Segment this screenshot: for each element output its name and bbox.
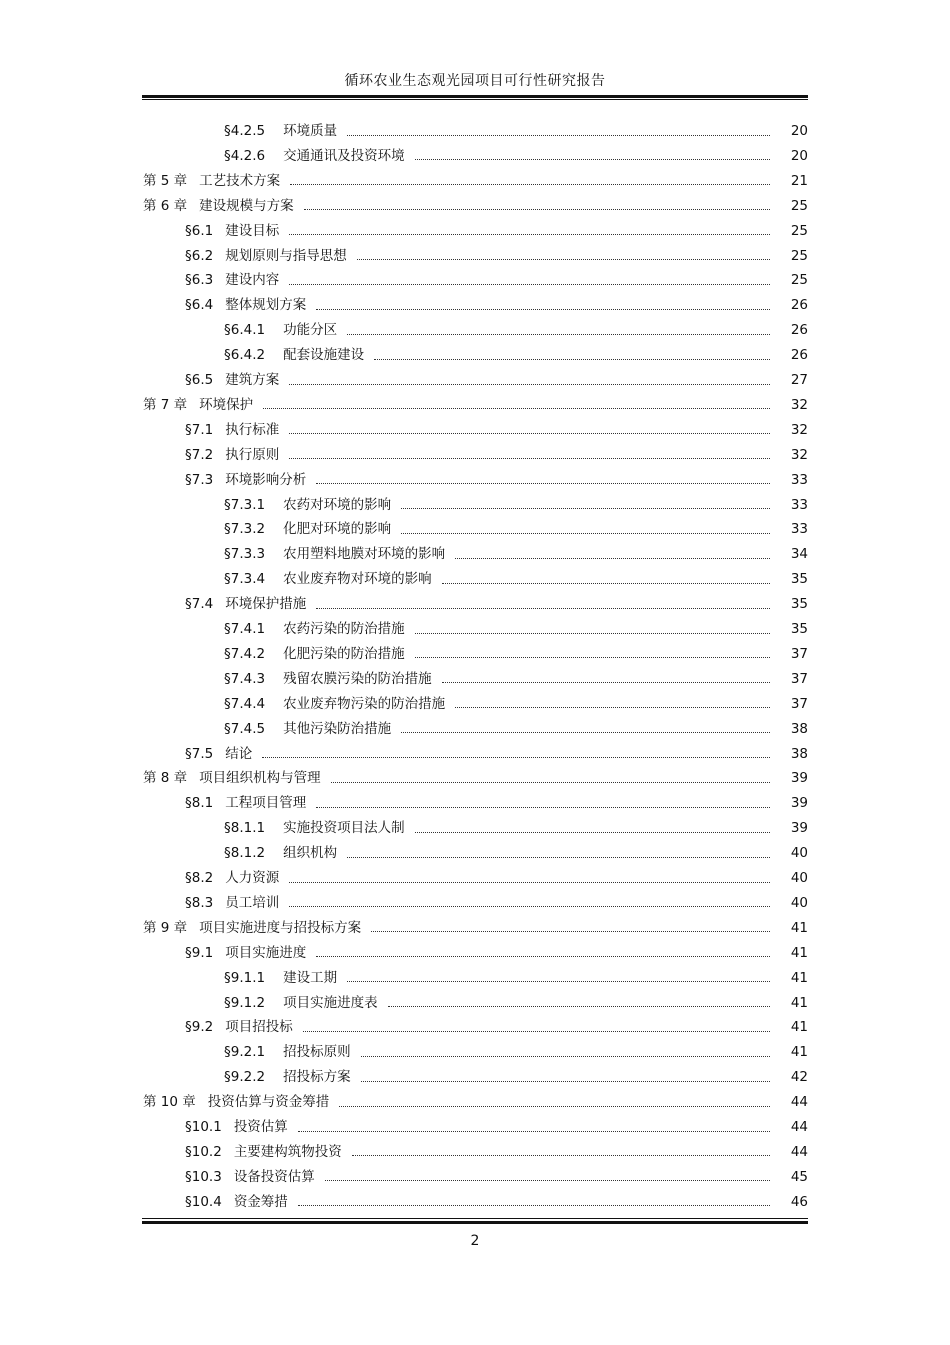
- toc-entry-title: 环境保护措施: [225, 596, 307, 613]
- toc-entry-number: §9.2.2: [224, 1069, 266, 1086]
- toc-entry-number: §7.4: [185, 596, 214, 613]
- footer-rule-thick: [142, 1221, 808, 1224]
- toc-entry-page: 26: [790, 297, 808, 314]
- toc-entry-page: 37: [790, 670, 808, 687]
- toc-entry-number: 第 7 章: [143, 396, 188, 413]
- toc-entry-title: 农业废弃物对环境的影响: [283, 571, 432, 588]
- toc-entry-title: 农药污染的防治措施: [283, 621, 405, 637]
- toc-dot-leader: [415, 159, 770, 160]
- toc-entry[interactable]: [224, 719, 808, 739]
- toc-entry-title: 投资估算与资金筹措: [207, 1094, 330, 1111]
- toc-entry[interactable]: [224, 968, 808, 988]
- toc-dot-leader: [303, 1031, 770, 1032]
- toc-entry-title: 工艺技术方案: [199, 172, 281, 189]
- toc-entry-title: 建筑方案: [225, 372, 280, 388]
- toc-entry-title: 工程项目管理: [225, 795, 307, 812]
- toc-entry-number: §7.3.3: [224, 546, 266, 563]
- toc-entry[interactable]: [143, 1092, 808, 1112]
- toc-entry-page: 33: [790, 496, 808, 513]
- toc-entry-page: 35: [790, 596, 808, 613]
- toc-dot-leader: [401, 732, 770, 733]
- toc-entry-page: 20: [790, 123, 808, 139]
- toc-entry-page: 32: [790, 446, 808, 463]
- toc-entry[interactable]: [185, 470, 808, 490]
- toc-entry[interactable]: [224, 544, 808, 564]
- toc-entry-number: §9.2: [185, 1019, 214, 1036]
- toc-dot-leader: [401, 508, 770, 509]
- toc-entry[interactable]: [185, 744, 808, 764]
- toc-entry-page: 40: [790, 845, 808, 862]
- toc-entry-page: 20: [790, 147, 808, 164]
- toc-entry[interactable]: [224, 644, 808, 664]
- toc-entry[interactable]: [185, 270, 808, 290]
- toc-dot-leader: [352, 1155, 770, 1156]
- toc-entry-title: 主要建构筑物投资: [233, 1143, 342, 1160]
- toc-entry-title: 项目实施进度与招投标方案: [199, 919, 362, 936]
- toc-entry[interactable]: [224, 519, 808, 539]
- toc-entry-number: §6.3: [185, 272, 214, 289]
- toc-entry[interactable]: [143, 768, 808, 788]
- toc-entry-title: 建设规模与方案: [199, 197, 294, 214]
- toc-entry-page: 41: [790, 919, 808, 936]
- toc-entry-page: 41: [790, 944, 808, 961]
- toc-entry-number: §10.2: [185, 1143, 222, 1160]
- toc-entry-number: §6.5: [185, 372, 214, 388]
- toc-entry-page: 41: [790, 994, 808, 1011]
- toc-entry-title: 化肥对环境的影响: [283, 521, 392, 538]
- toc-entry-title: 结论: [225, 745, 253, 762]
- toc-entry-page: 45: [790, 1168, 808, 1185]
- toc-entry[interactable]: [224, 345, 808, 365]
- toc-dot-leader: [289, 284, 770, 285]
- toc-entry-number: §7.4.4: [224, 695, 266, 712]
- toc-entry[interactable]: [224, 320, 808, 340]
- toc-entry[interactable]: [224, 1042, 808, 1062]
- toc-entry-title: 配套设施建设: [283, 347, 365, 364]
- toc-entry[interactable]: [224, 818, 808, 838]
- toc-entry-number: §6.2: [185, 247, 214, 264]
- toc-entry[interactable]: [224, 843, 808, 863]
- toc-entry-number: 第 6 章: [143, 197, 188, 214]
- toc-entry-number: §7.5: [185, 745, 214, 762]
- toc-entry-page: 42: [790, 1069, 808, 1086]
- toc-entry-number: 第 10 章: [143, 1094, 196, 1111]
- toc-dot-leader: [289, 433, 770, 434]
- header-rule-thin: [142, 99, 808, 100]
- toc-entry-page: 26: [790, 322, 808, 339]
- toc-dot-leader: [455, 558, 770, 559]
- toc-dot-leader: [371, 931, 770, 932]
- toc-entry-page: 38: [790, 720, 808, 737]
- toc-dot-leader: [339, 1106, 770, 1107]
- toc-entry-page: 32: [790, 421, 808, 438]
- toc-dot-leader: [415, 657, 770, 658]
- toc-entry-title: 项目招投标: [225, 1019, 293, 1036]
- toc-entry[interactable]: [224, 121, 808, 141]
- toc-entry[interactable]: [143, 196, 808, 216]
- toc-entry-number: §7.4.1: [224, 621, 266, 637]
- page-number: 2: [470, 1233, 480, 1249]
- toc-entry[interactable]: [224, 669, 808, 689]
- toc-entry-number: §8.3: [185, 894, 214, 911]
- toc-dot-leader: [331, 782, 770, 783]
- toc-dot-leader: [347, 981, 770, 982]
- toc-entry-title: 组织机构: [283, 845, 338, 862]
- toc-entry-page: 41: [790, 1019, 808, 1036]
- toc-dot-leader: [298, 1205, 770, 1206]
- toc-entry-title: 其他污染防治措施: [283, 720, 392, 737]
- toc-entry[interactable]: [224, 495, 808, 515]
- toc-entry-number: §10.3: [185, 1168, 222, 1185]
- toc-entry-page: 41: [790, 969, 808, 986]
- toc-entry-number: §8.2: [185, 870, 214, 886]
- toc-dot-leader: [316, 807, 770, 808]
- toc-entry-number: §8.1: [185, 795, 214, 812]
- toc-entry-page: 32: [790, 396, 808, 413]
- toc-dot-leader: [298, 1131, 770, 1132]
- toc-entry[interactable]: [143, 395, 808, 415]
- toc-entry-number: §6.1: [185, 222, 214, 239]
- toc-entry-page: 37: [790, 645, 808, 662]
- toc-entry-title: 整体规划方案: [225, 297, 307, 314]
- toc-dot-leader: [289, 906, 770, 907]
- toc-dot-leader: [442, 682, 770, 683]
- toc-dot-leader: [316, 956, 770, 957]
- toc-entry-title: 项目组织机构与管理: [199, 770, 321, 787]
- toc-entry[interactable]: [185, 943, 808, 963]
- toc-dot-leader: [347, 857, 770, 858]
- toc-dot-leader: [262, 757, 770, 758]
- toc-entry[interactable]: [224, 619, 808, 639]
- toc-dot-leader: [442, 583, 770, 584]
- toc-entry-page: 37: [790, 695, 808, 712]
- toc-entry-page: 41: [790, 1044, 808, 1061]
- toc-dot-leader: [304, 209, 770, 210]
- toc-entry-number: §7.4.3: [224, 670, 266, 687]
- toc-entry-number: §4.2.6: [224, 147, 266, 164]
- toc-entry-title: 残留农膜污染的防治措施: [283, 670, 432, 687]
- toc-dot-leader: [347, 135, 770, 136]
- toc-entry-page: 44: [790, 1119, 808, 1135]
- toc-entry-title: 员工培训: [225, 894, 280, 911]
- toc-entry-page: 39: [790, 820, 808, 837]
- toc-entry[interactable]: [185, 1117, 808, 1137]
- toc-entry-title: 项目实施进度: [225, 944, 307, 961]
- toc-entry[interactable]: [224, 993, 808, 1013]
- toc-entry-number: §6.4: [185, 297, 214, 314]
- toc-dot-leader: [316, 483, 770, 484]
- toc-entry[interactable]: [185, 420, 808, 440]
- toc-dot-leader: [374, 359, 770, 360]
- toc-dot-leader: [289, 384, 770, 385]
- toc-entry-page: 39: [790, 795, 808, 812]
- footer-rule-thin: [142, 1218, 808, 1219]
- toc-entry[interactable]: [224, 694, 808, 714]
- toc-entry-number: §6.4.2: [224, 347, 266, 364]
- toc-dot-leader: [316, 309, 770, 310]
- header-rule-thick: [142, 95, 808, 98]
- toc-entry-page: 25: [790, 197, 808, 214]
- toc-entry[interactable]: [185, 295, 808, 315]
- toc-entry-title: 农业废弃物污染的防治措施: [283, 695, 446, 712]
- toc-entry-title: 建设工期: [283, 969, 338, 986]
- toc-entry[interactable]: [185, 868, 808, 888]
- toc-entry-number: §10.1: [185, 1119, 222, 1135]
- toc-entry-page: 40: [790, 894, 808, 911]
- toc-entry-number: §8.1.2: [224, 845, 266, 862]
- toc-entry[interactable]: [143, 918, 808, 938]
- toc-entry[interactable]: [185, 793, 808, 813]
- toc-entry-title: 环境影响分析: [225, 471, 307, 488]
- toc-dot-leader: [357, 259, 770, 260]
- toc-entry[interactable]: [185, 1192, 808, 1212]
- toc-entry[interactable]: [185, 893, 808, 913]
- toc-entry[interactable]: [185, 594, 808, 614]
- toc-dot-leader: [289, 882, 770, 883]
- toc-entry-number: §7.3.4: [224, 571, 266, 588]
- toc-entry[interactable]: [185, 370, 808, 390]
- toc-entry-title: 交通通讯及投资环境: [283, 147, 405, 164]
- toc-entry-title: 环境质量: [283, 123, 338, 139]
- toc-dot-leader: [415, 832, 770, 833]
- page-header-title: 循环农业生态观光园项目可行性研究报告: [344, 73, 606, 89]
- toc-entry-title: 功能分区: [283, 322, 338, 339]
- toc-entry-number: §7.4.2: [224, 645, 266, 662]
- toc-entry-number: 第 9 章: [143, 919, 188, 936]
- toc-dot-leader: [388, 1006, 770, 1007]
- toc-dot-leader: [289, 458, 770, 459]
- toc-entry-page: 21: [790, 172, 808, 189]
- toc-entry-number: 第 5 章: [143, 172, 188, 189]
- toc-entry-title: 建设内容: [225, 272, 280, 289]
- toc-entry-page: 44: [790, 1143, 808, 1160]
- toc-dot-leader: [263, 408, 770, 409]
- toc-dot-leader: [361, 1056, 770, 1057]
- toc-dot-leader: [347, 334, 770, 335]
- toc-entry-title: 项目实施进度表: [283, 994, 378, 1011]
- toc-entry-page: 25: [790, 272, 808, 289]
- toc-entry-title: 农药对环境的影响: [283, 496, 392, 513]
- toc-entry-title: 农用塑料地膜对环境的影响: [283, 546, 446, 563]
- toc-entry[interactable]: [185, 1167, 808, 1187]
- toc-entry[interactable]: [185, 445, 808, 465]
- toc-entry-page: 25: [790, 222, 808, 239]
- toc-entry[interactable]: [185, 246, 808, 266]
- toc-entry-number: §10.4: [185, 1193, 222, 1210]
- toc-entry-number: §9.1: [185, 944, 214, 961]
- toc-entry-title: 投资估算: [233, 1119, 288, 1135]
- toc-entry-page: 33: [790, 521, 808, 538]
- toc-entry-title: 资金筹措: [233, 1193, 288, 1210]
- toc-entry-title: 人力资源: [225, 870, 280, 886]
- toc-entry-page: 26: [790, 347, 808, 364]
- toc-entry[interactable]: [224, 569, 808, 589]
- toc-dot-leader: [455, 707, 770, 708]
- toc-entry-number: §7.3.2: [224, 521, 266, 538]
- toc-entry-page: 46: [790, 1193, 808, 1210]
- toc-entry[interactable]: [224, 146, 808, 166]
- toc-dot-leader: [401, 533, 770, 534]
- toc-entry-number: §7.4.5: [224, 720, 266, 737]
- toc-entry-page: 40: [790, 870, 808, 886]
- toc-entry-page: 44: [790, 1094, 808, 1111]
- toc-entry-title: 规划原则与指导思想: [225, 247, 347, 264]
- toc-entry-page: 35: [790, 621, 808, 637]
- toc-entry-number: §9.1.1: [224, 969, 266, 986]
- toc-entry-page: 38: [790, 745, 808, 762]
- toc-entry-number: §8.1.1: [224, 820, 266, 837]
- toc-dot-leader: [289, 234, 770, 235]
- toc-entry[interactable]: [185, 1017, 808, 1037]
- toc-entry-title: 环境保护: [199, 396, 254, 413]
- toc-entry-page: 33: [790, 471, 808, 488]
- toc-dot-leader: [325, 1180, 770, 1181]
- toc-entry[interactable]: [143, 171, 808, 191]
- toc-dot-leader: [415, 633, 770, 634]
- toc-entry-number: §9.1.2: [224, 994, 266, 1011]
- toc-entry[interactable]: [185, 221, 808, 241]
- toc-dot-leader: [290, 184, 770, 185]
- toc-entry-number: §9.2.1: [224, 1044, 266, 1061]
- toc-entry-number: §4.2.5: [224, 123, 266, 139]
- toc-dot-leader: [361, 1081, 770, 1082]
- toc-entry-title: 实施投资项目法人制: [283, 820, 405, 837]
- toc-entry-number: §7.3.1: [224, 496, 266, 513]
- toc-entry-title: 招投标方案: [283, 1069, 351, 1086]
- toc-entry-title: 设备投资估算: [233, 1168, 315, 1185]
- toc-entry-page: 39: [790, 770, 808, 787]
- toc-entry-number: §6.4.1: [224, 322, 266, 339]
- toc-entry-title: 执行原则: [225, 446, 280, 463]
- toc-entry-title: 执行标准: [225, 421, 280, 438]
- toc-entry-number: §7.1: [185, 421, 214, 438]
- toc-dot-leader: [316, 608, 770, 609]
- toc-entry[interactable]: [224, 1067, 808, 1087]
- toc-entry-title: 化肥污染的防治措施: [283, 645, 405, 662]
- toc-entry-page: 35: [790, 571, 808, 588]
- toc-entry-page: 27: [790, 372, 808, 388]
- toc-entry[interactable]: [185, 1142, 808, 1162]
- toc-entry-number: 第 8 章: [143, 770, 188, 787]
- toc-entry-title: 招投标原则: [283, 1044, 351, 1061]
- toc-entry-page: 25: [790, 247, 808, 264]
- toc-entry-page: 34: [790, 546, 808, 563]
- toc-entry-number: §7.3: [185, 471, 214, 488]
- toc-entry-number: §7.2: [185, 446, 214, 463]
- toc-entry-title: 建设目标: [225, 222, 280, 239]
